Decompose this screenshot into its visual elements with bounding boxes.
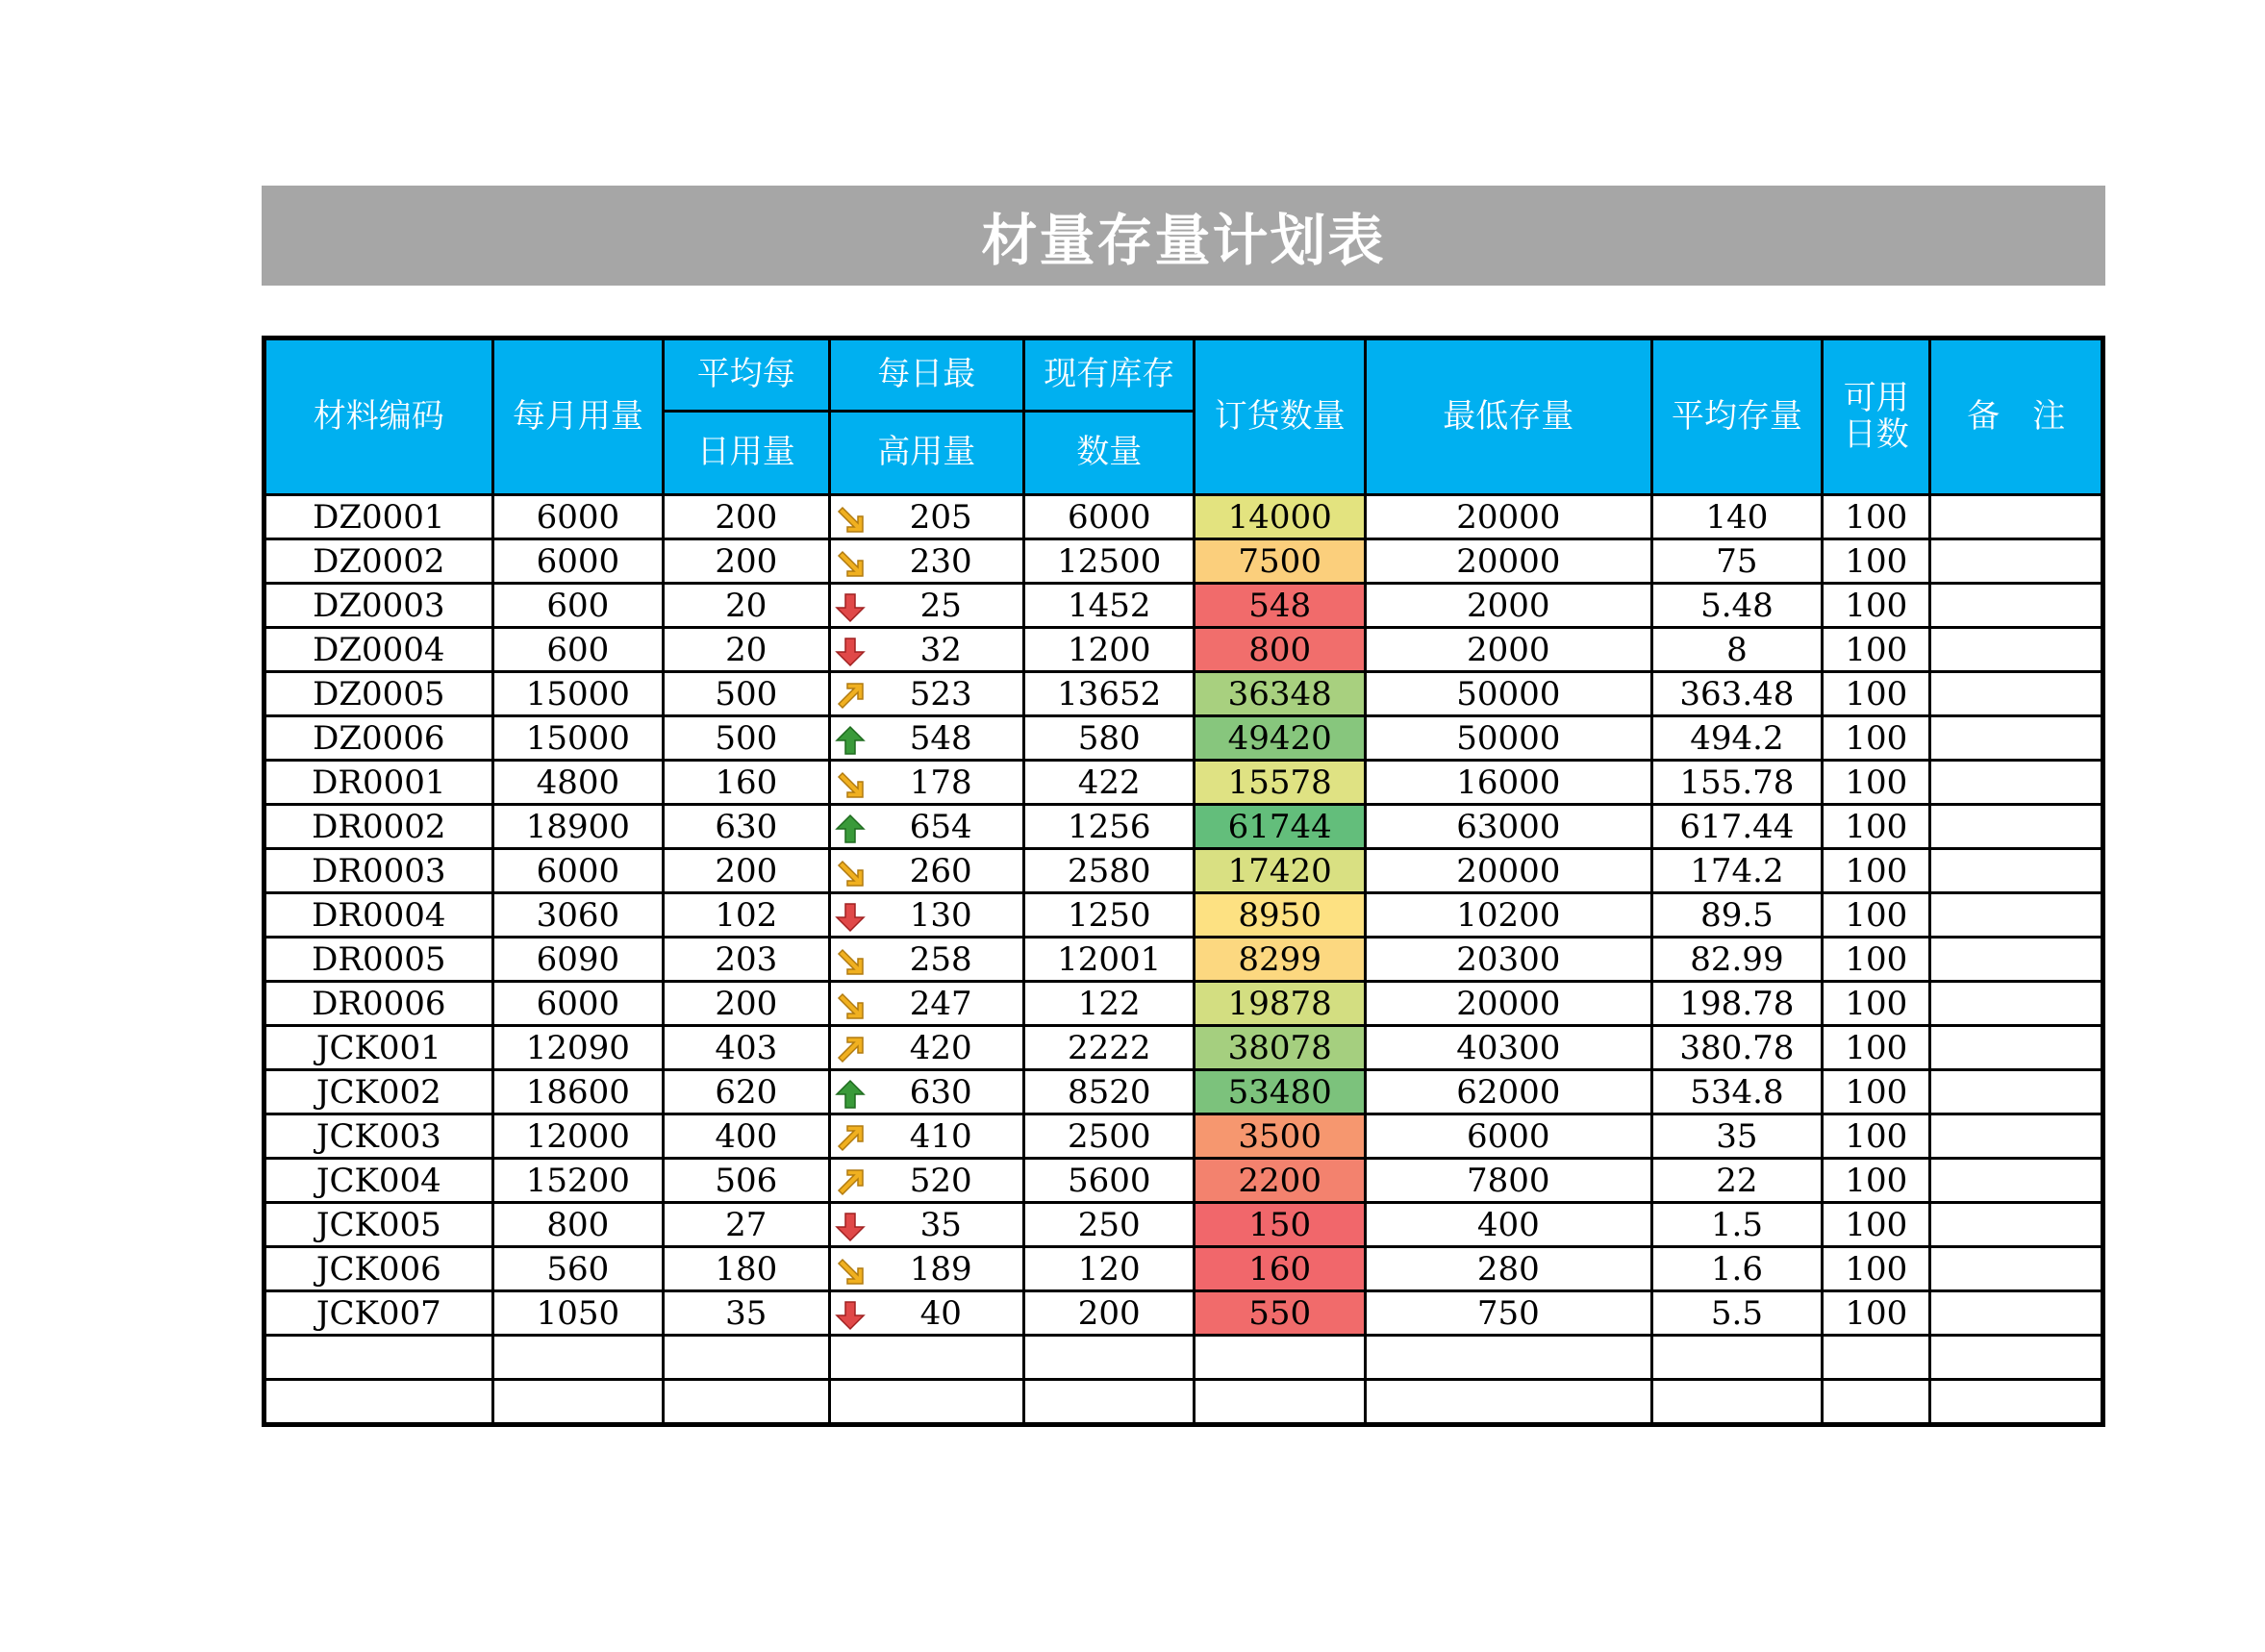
cell-daily-avg[interactable]: 620 — [664, 1070, 829, 1114]
table-row — [264, 761, 2103, 805]
daily-max-value: 523 — [909, 674, 972, 713]
cell-note[interactable] — [1930, 539, 2103, 584]
cell-monthly-usage[interactable]: 12090 — [492, 1026, 663, 1070]
cell-avg-stock[interactable]: 5.5 — [1651, 1291, 1822, 1336]
cell-daily-max[interactable] — [829, 716, 1024, 761]
cell-available-days[interactable]: 100 — [1823, 1070, 1930, 1114]
arrow-diag-down-icon — [835, 946, 866, 977]
cell-avg-stock[interactable]: 198.78 — [1651, 982, 1822, 1026]
cell-daily-max[interactable] — [829, 1247, 1024, 1291]
daily-max-value: 178 — [909, 763, 972, 802]
cell-available-days[interactable]: 100 — [1823, 672, 1930, 716]
cell-daily-avg[interactable]: 102 — [664, 893, 829, 938]
cell-min-stock[interactable]: 2000 — [1365, 628, 1651, 672]
cell-available-days[interactable]: 100 — [1823, 849, 1930, 893]
arrow-diag-up-icon — [835, 681, 866, 712]
cell-available-days[interactable]: 100 — [1823, 716, 1930, 761]
cell-avg-stock[interactable]: 5.48 — [1651, 584, 1822, 628]
cell-order-qty[interactable]: 61744 — [1195, 805, 1365, 849]
cell-daily-max[interactable] — [829, 849, 1024, 893]
arrow-diag-up-icon — [835, 1167, 866, 1198]
cell-note[interactable] — [1930, 893, 2103, 938]
cell-current-stock[interactable]: 12001 — [1024, 938, 1195, 982]
cell-monthly-usage[interactable]: 1050 — [492, 1291, 663, 1336]
table-row — [264, 1380, 2103, 1425]
cell-avg-stock[interactable]: 494.2 — [1651, 716, 1822, 761]
cell-min-stock[interactable]: 20000 — [1365, 982, 1651, 1026]
cell-daily-avg[interactable]: 200 — [664, 982, 829, 1026]
cell-current-stock[interactable]: 13652 — [1024, 672, 1195, 716]
table-row — [264, 849, 2103, 893]
cell-note[interactable] — [1930, 761, 2103, 805]
cell-note[interactable] — [1930, 1114, 2103, 1159]
cell-avg-stock[interactable]: 534.8 — [1651, 1070, 1822, 1114]
cell-code[interactable]: JCK007 — [264, 1291, 493, 1336]
cell-available-days[interactable]: 100 — [1823, 1247, 1930, 1291]
cell-min-stock[interactable] — [1365, 1336, 1651, 1380]
cell-min-stock[interactable]: 63000 — [1365, 805, 1651, 849]
cell-current-stock[interactable]: 1256 — [1024, 805, 1195, 849]
cell-current-stock[interactable]: 5600 — [1024, 1159, 1195, 1203]
cell-daily-avg[interactable]: 403 — [664, 1026, 829, 1070]
cell-order-qty[interactable]: 7500 — [1195, 539, 1365, 584]
header-daily-max-top[interactable]: 每日最 — [829, 338, 1024, 412]
cell-min-stock[interactable]: 2000 — [1365, 584, 1651, 628]
cell-daily-max[interactable] — [829, 982, 1024, 1026]
cell-order-qty[interactable]: 150 — [1195, 1203, 1365, 1247]
cell-code[interactable]: JCK004 — [264, 1159, 493, 1203]
table-row — [264, 672, 2103, 716]
cell-daily-max[interactable] — [829, 1203, 1024, 1247]
cell-note[interactable] — [1930, 716, 2103, 761]
cell-daily-avg[interactable]: 630 — [664, 805, 829, 849]
cell-daily-max[interactable] — [829, 495, 1024, 539]
cell-monthly-usage[interactable] — [492, 1336, 663, 1380]
cell-monthly-usage[interactable]: 6090 — [492, 938, 663, 982]
cell-monthly-usage[interactable]: 6000 — [492, 495, 663, 539]
cell-monthly-usage[interactable] — [492, 1380, 663, 1425]
cell-avg-stock[interactable] — [1651, 1380, 1822, 1425]
cell-note[interactable] — [1930, 982, 2103, 1026]
cell-available-days[interactable]: 100 — [1823, 761, 1930, 805]
cell-avg-stock[interactable]: 380.78 — [1651, 1026, 1822, 1070]
cell-available-days[interactable]: 100 — [1823, 893, 1930, 938]
cell-daily-max[interactable] — [829, 1026, 1024, 1070]
cell-avg-stock[interactable]: 155.78 — [1651, 761, 1822, 805]
cell-min-stock[interactable]: 10200 — [1365, 893, 1651, 938]
stock-plan-table — [262, 336, 2105, 1427]
header-daily-max-bottom[interactable]: 高用量 — [829, 412, 1024, 495]
cell-order-qty[interactable]: 53480 — [1195, 1070, 1365, 1114]
arrow-down-icon — [835, 1212, 866, 1242]
cell-min-stock[interactable]: 16000 — [1365, 761, 1651, 805]
cell-code[interactable]: DZ0005 — [264, 672, 493, 716]
cell-min-stock[interactable]: 20300 — [1365, 938, 1651, 982]
cell-note[interactable] — [1930, 1070, 2103, 1114]
cell-daily-avg[interactable]: 200 — [664, 539, 829, 584]
cell-min-stock[interactable]: 750 — [1365, 1291, 1651, 1336]
cell-daily-max[interactable] — [829, 539, 1024, 584]
table-row — [264, 1291, 2103, 1336]
cell-min-stock[interactable]: 20000 — [1365, 539, 1651, 584]
cell-order-qty[interactable]: 8950 — [1195, 893, 1365, 938]
cell-current-stock[interactable]: 250 — [1024, 1203, 1195, 1247]
table-row — [264, 1070, 2103, 1114]
daily-max-value: 420 — [909, 1028, 972, 1067]
cell-code[interactable]: DZ0003 — [264, 584, 493, 628]
table-row — [264, 1247, 2103, 1291]
arrow-diag-down-icon — [835, 769, 866, 800]
cell-note[interactable] — [1930, 1336, 2103, 1380]
daily-max-value: 40 — [919, 1293, 962, 1333]
cell-daily-avg[interactable] — [664, 1380, 829, 1425]
cell-available-days[interactable] — [1823, 1380, 1930, 1425]
daily-max-value: 520 — [909, 1161, 972, 1200]
cell-note[interactable] — [1930, 672, 2103, 716]
table-row — [264, 1114, 2103, 1159]
cell-code[interactable]: JCK002 — [264, 1070, 493, 1114]
cell-daily-max[interactable] — [829, 1159, 1024, 1203]
cell-current-stock[interactable]: 122 — [1024, 982, 1195, 1026]
cell-available-days[interactable]: 100 — [1823, 805, 1930, 849]
table-row — [264, 716, 2103, 761]
cell-available-days[interactable]: 100 — [1823, 1203, 1930, 1247]
arrow-diag-down-icon — [835, 504, 866, 535]
cell-code[interactable] — [264, 1380, 493, 1425]
cell-daily-max[interactable] — [829, 1291, 1024, 1336]
cell-current-stock[interactable]: 2222 — [1024, 1026, 1195, 1070]
cell-current-stock[interactable]: 2580 — [1024, 849, 1195, 893]
cell-daily-avg[interactable]: 500 — [664, 716, 829, 761]
cell-daily-avg[interactable]: 400 — [664, 1114, 829, 1159]
table-row — [264, 982, 2103, 1026]
cell-current-stock[interactable]: 1200 — [1024, 628, 1195, 672]
cell-code[interactable]: DR0003 — [264, 849, 493, 893]
arrow-diag-down-icon — [835, 548, 866, 579]
cell-avg-stock[interactable]: 82.99 — [1651, 938, 1822, 982]
table-row — [264, 893, 2103, 938]
cell-order-qty[interactable]: 550 — [1195, 1291, 1365, 1336]
header-note[interactable]: 备 注 — [1930, 338, 2103, 495]
cell-avg-stock[interactable]: 617.44 — [1651, 805, 1822, 849]
cell-code[interactable]: JCK005 — [264, 1203, 493, 1247]
cell-note[interactable] — [1930, 938, 2103, 982]
cell-order-qty[interactable]: 38078 — [1195, 1026, 1365, 1070]
cell-avg-stock[interactable]: 89.5 — [1651, 893, 1822, 938]
cell-note[interactable] — [1930, 1026, 2103, 1070]
cell-monthly-usage[interactable]: 15000 — [492, 672, 663, 716]
header-daily-avg-bottom[interactable]: 日用量 — [664, 412, 829, 495]
cell-daily-avg[interactable]: 203 — [664, 938, 829, 982]
table-row — [264, 1026, 2103, 1070]
cell-min-stock[interactable]: 50000 — [1365, 716, 1651, 761]
arrow-diag-down-icon — [835, 990, 866, 1021]
daily-max-value: 260 — [909, 851, 972, 890]
cell-current-stock[interactable]: 1452 — [1024, 584, 1195, 628]
header-min-stock[interactable]: 最低存量 — [1365, 338, 1651, 495]
cell-avg-stock[interactable]: 174.2 — [1651, 849, 1822, 893]
table-row — [264, 1159, 2103, 1203]
arrow-diag-down-icon — [835, 1256, 866, 1287]
cell-monthly-usage[interactable]: 15000 — [492, 716, 663, 761]
cell-monthly-usage[interactable]: 600 — [492, 584, 663, 628]
arrow-up-icon — [835, 813, 866, 844]
header-days[interactable]: 可用 日数 — [1823, 338, 1930, 495]
cell-note[interactable] — [1930, 1159, 2103, 1203]
table-row — [264, 495, 2103, 539]
header-avg-stock[interactable]: 平均存量 — [1651, 338, 1822, 495]
arrow-diag-up-icon — [835, 1123, 866, 1154]
cell-code[interactable]: DR0006 — [264, 982, 493, 1026]
header-stock-top[interactable]: 现有库存 — [1024, 338, 1195, 412]
cell-monthly-usage[interactable]: 15200 — [492, 1159, 663, 1203]
cell-current-stock[interactable]: 12500 — [1024, 539, 1195, 584]
arrow-down-icon — [835, 1300, 866, 1331]
cell-order-qty[interactable]: 15578 — [1195, 761, 1365, 805]
cell-min-stock[interactable]: 20000 — [1365, 495, 1651, 539]
cell-daily-avg[interactable]: 35 — [664, 1291, 829, 1336]
daily-max-value: 35 — [919, 1205, 962, 1244]
table-row — [264, 805, 2103, 849]
cell-avg-stock[interactable]: 35 — [1651, 1114, 1822, 1159]
cell-order-qty[interactable] — [1195, 1336, 1365, 1380]
cell-order-qty[interactable]: 19878 — [1195, 982, 1365, 1026]
cell-code[interactable]: JCK006 — [264, 1247, 493, 1291]
cell-daily-max[interactable] — [829, 1114, 1024, 1159]
cell-monthly-usage[interactable]: 560 — [492, 1247, 663, 1291]
cell-current-stock[interactable]: 200 — [1024, 1291, 1195, 1336]
cell-order-qty[interactable]: 2200 — [1195, 1159, 1365, 1203]
cell-current-stock[interactable] — [1024, 1336, 1195, 1380]
cell-min-stock[interactable]: 20000 — [1365, 849, 1651, 893]
arrow-down-icon — [835, 902, 866, 933]
cell-note[interactable] — [1930, 584, 2103, 628]
cell-monthly-usage[interactable]: 800 — [492, 1203, 663, 1247]
cell-current-stock[interactable]: 2500 — [1024, 1114, 1195, 1159]
table-row — [264, 628, 2103, 672]
cell-daily-avg[interactable]: 160 — [664, 761, 829, 805]
daily-max-value: 548 — [909, 718, 972, 758]
cell-note[interactable] — [1930, 849, 2103, 893]
arrow-down-icon — [835, 637, 866, 667]
cell-min-stock[interactable]: 7800 — [1365, 1159, 1651, 1203]
cell-daily-avg[interactable]: 20 — [664, 628, 829, 672]
cell-available-days[interactable]: 100 — [1823, 628, 1930, 672]
cell-monthly-usage[interactable]: 18900 — [492, 805, 663, 849]
cell-monthly-usage[interactable]: 18600 — [492, 1070, 663, 1114]
cell-note[interactable] — [1930, 1203, 2103, 1247]
cell-monthly-usage[interactable]: 12000 — [492, 1114, 663, 1159]
cell-code[interactable]: DR0001 — [264, 761, 493, 805]
daily-max-value: 189 — [909, 1249, 972, 1289]
cell-code[interactable]: DR0004 — [264, 893, 493, 938]
cell-daily-avg[interactable]: 180 — [664, 1247, 829, 1291]
cell-daily-max[interactable] — [829, 761, 1024, 805]
cell-code[interactable]: DR0005 — [264, 938, 493, 982]
table-row — [264, 938, 2103, 982]
daily-max-value: 25 — [919, 586, 962, 625]
cell-order-qty[interactable]: 160 — [1195, 1247, 1365, 1291]
daily-max-value: 205 — [909, 497, 972, 537]
cell-code[interactable] — [264, 1336, 493, 1380]
cell-code[interactable]: DZ0006 — [264, 716, 493, 761]
cell-min-stock[interactable]: 62000 — [1365, 1070, 1651, 1114]
page-title: 材量存量计划表 — [981, 208, 1386, 273]
cell-order-qty[interactable]: 49420 — [1195, 716, 1365, 761]
cell-avg-stock[interactable]: 1.5 — [1651, 1203, 1822, 1247]
cell-daily-max[interactable] — [829, 938, 1024, 982]
cell-avg-stock[interactable]: 8 — [1651, 628, 1822, 672]
daily-max-value: 247 — [909, 984, 972, 1023]
cell-available-days[interactable]: 100 — [1823, 1114, 1930, 1159]
cell-monthly-usage[interactable]: 4800 — [492, 761, 663, 805]
cell-daily-max[interactable] — [829, 628, 1024, 672]
cell-avg-stock[interactable]: 75 — [1651, 539, 1822, 584]
cell-daily-max[interactable] — [829, 1336, 1024, 1380]
cell-note[interactable] — [1930, 1247, 2103, 1291]
cell-order-qty[interactable]: 800 — [1195, 628, 1365, 672]
cell-daily-max[interactable] — [829, 805, 1024, 849]
arrow-diag-down-icon — [835, 858, 866, 889]
cell-monthly-usage[interactable]: 6000 — [492, 849, 663, 893]
daily-max-value: 654 — [909, 807, 972, 846]
cell-daily-avg[interactable]: 506 — [664, 1159, 829, 1203]
cell-monthly-usage[interactable]: 600 — [492, 628, 663, 672]
table-row — [264, 539, 2103, 584]
cell-order-qty[interactable]: 17420 — [1195, 849, 1365, 893]
arrow-up-icon — [835, 1079, 866, 1110]
cell-monthly-usage[interactable]: 6000 — [492, 539, 663, 584]
cell-daily-avg[interactable]: 500 — [664, 672, 829, 716]
title-bar — [262, 186, 2105, 286]
cell-monthly-usage[interactable]: 3060 — [492, 893, 663, 938]
cell-avg-stock[interactable] — [1651, 1336, 1822, 1380]
cell-daily-max[interactable] — [829, 584, 1024, 628]
table-row — [264, 1336, 2103, 1380]
cell-note[interactable] — [1930, 1291, 2103, 1336]
cell-available-days[interactable]: 100 — [1823, 539, 1930, 584]
cell-current-stock[interactable]: 422 — [1024, 761, 1195, 805]
cell-available-days[interactable]: 100 — [1823, 1159, 1930, 1203]
cell-available-days[interactable]: 100 — [1823, 938, 1930, 982]
cell-available-days[interactable] — [1823, 1336, 1930, 1380]
header-daily-avg-top[interactable]: 平均每 — [664, 338, 829, 412]
header-row-top — [264, 338, 2103, 412]
cell-current-stock[interactable]: 120 — [1024, 1247, 1195, 1291]
cell-code[interactable]: DZ0004 — [264, 628, 493, 672]
cell-code[interactable]: JCK003 — [264, 1114, 493, 1159]
cell-current-stock[interactable]: 6000 — [1024, 495, 1195, 539]
header-monthly-usage[interactable]: 每月用量 — [492, 338, 663, 495]
daily-max-value: 630 — [909, 1072, 972, 1112]
arrow-diag-up-icon — [835, 1035, 866, 1065]
cell-current-stock[interactable]: 580 — [1024, 716, 1195, 761]
daily-max-value: 32 — [919, 630, 962, 669]
cell-order-qty[interactable]: 548 — [1195, 584, 1365, 628]
cell-min-stock[interactable]: 400 — [1365, 1203, 1651, 1247]
cell-daily-avg[interactable]: 200 — [664, 849, 829, 893]
cell-note[interactable] — [1930, 628, 2103, 672]
cell-current-stock[interactable]: 1250 — [1024, 893, 1195, 938]
cell-daily-max[interactable] — [829, 893, 1024, 938]
cell-daily-avg[interactable]: 27 — [664, 1203, 829, 1247]
cell-available-days[interactable]: 100 — [1823, 1026, 1930, 1070]
cell-order-qty[interactable]: 8299 — [1195, 938, 1365, 982]
cell-note[interactable] — [1930, 1380, 2103, 1425]
header-order-qty[interactable]: 订货数量 — [1195, 338, 1365, 495]
cell-code[interactable]: JCK001 — [264, 1026, 493, 1070]
cell-daily-max[interactable] — [829, 1070, 1024, 1114]
arrow-down-icon — [835, 592, 866, 623]
arrow-up-icon — [835, 725, 866, 756]
cell-min-stock[interactable]: 40300 — [1365, 1026, 1651, 1070]
cell-order-qty[interactable] — [1195, 1380, 1365, 1425]
cell-code[interactable]: DZ0001 — [264, 495, 493, 539]
cell-current-stock[interactable] — [1024, 1380, 1195, 1425]
cell-note[interactable] — [1930, 805, 2103, 849]
table-row — [264, 584, 2103, 628]
cell-avg-stock[interactable]: 140 — [1651, 495, 1822, 539]
cell-min-stock[interactable] — [1365, 1380, 1651, 1425]
cell-daily-max[interactable] — [829, 1380, 1024, 1425]
cell-available-days[interactable]: 100 — [1823, 1291, 1930, 1336]
cell-min-stock[interactable]: 50000 — [1365, 672, 1651, 716]
cell-daily-avg[interactable] — [664, 1336, 829, 1380]
cell-code[interactable]: DZ0002 — [264, 539, 493, 584]
cell-available-days[interactable]: 100 — [1823, 982, 1930, 1026]
cell-min-stock[interactable]: 6000 — [1365, 1114, 1651, 1159]
header-code[interactable]: 材料编码 — [264, 338, 493, 495]
cell-code[interactable]: DR0002 — [264, 805, 493, 849]
cell-avg-stock[interactable]: 363.48 — [1651, 672, 1822, 716]
table-row — [264, 1203, 2103, 1247]
daily-max-value: 130 — [909, 895, 972, 935]
cell-order-qty[interactable]: 14000 — [1195, 495, 1365, 539]
daily-max-value: 230 — [909, 541, 972, 581]
cell-order-qty[interactable]: 36348 — [1195, 672, 1365, 716]
cell-min-stock[interactable]: 280 — [1365, 1247, 1651, 1291]
cell-avg-stock[interactable]: 1.6 — [1651, 1247, 1822, 1291]
table-body — [264, 495, 2103, 1425]
cell-daily-avg[interactable]: 20 — [664, 584, 829, 628]
cell-monthly-usage[interactable]: 6000 — [492, 982, 663, 1026]
cell-avg-stock[interactable]: 22 — [1651, 1159, 1822, 1203]
cell-note[interactable] — [1930, 495, 2103, 539]
daily-max-value: 410 — [909, 1116, 972, 1156]
cell-current-stock[interactable]: 8520 — [1024, 1070, 1195, 1114]
cell-daily-avg[interactable]: 200 — [664, 495, 829, 539]
daily-max-value: 258 — [909, 939, 972, 979]
cell-available-days[interactable]: 100 — [1823, 495, 1930, 539]
cell-available-days[interactable]: 100 — [1823, 584, 1930, 628]
header-stock-bottom[interactable]: 数量 — [1024, 412, 1195, 495]
cell-order-qty[interactable]: 3500 — [1195, 1114, 1365, 1159]
cell-daily-max[interactable] — [829, 672, 1024, 716]
